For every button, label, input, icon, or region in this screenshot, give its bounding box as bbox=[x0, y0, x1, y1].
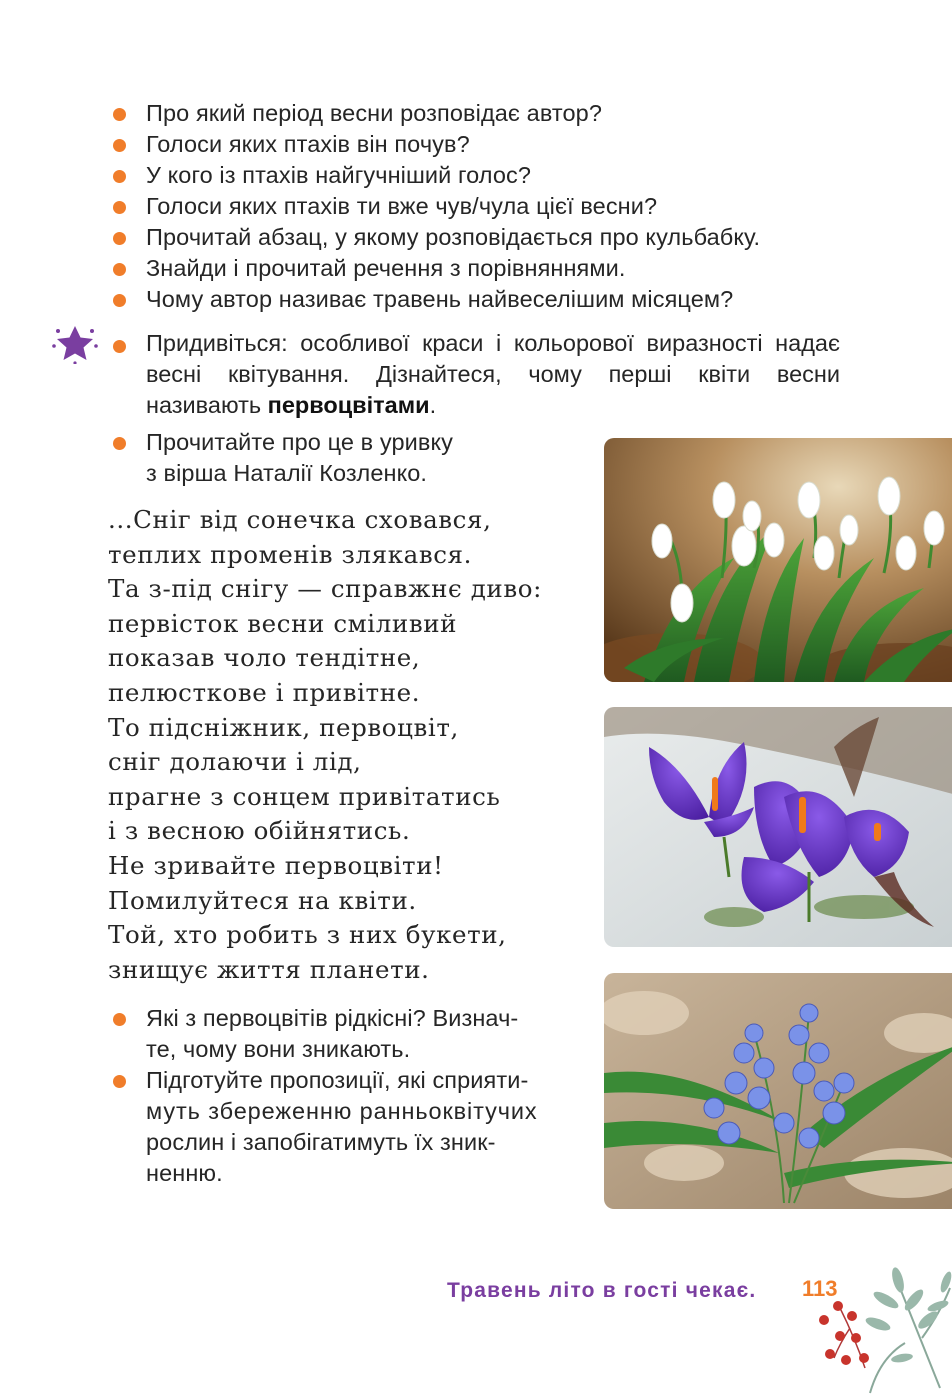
poem-line: знищує життя планети. bbox=[108, 954, 430, 984]
final-task-line: муть збереженню ранньоквітучих bbox=[146, 1098, 538, 1124]
term-bold: первоцвітами bbox=[267, 392, 430, 418]
question-item: Голоси яких птахів ти вже чув/чула цієї весни? bbox=[146, 193, 658, 219]
task-intro-text: Придивіться: особливої краси і кольорової виразності надає весні квітування. Дізнайтеся, чому перші квіти весни називають bbox=[146, 330, 840, 418]
poem-line: і з весною обійнятись. bbox=[108, 816, 411, 846]
final-task-line: Які з первоцвітів рідкісні? Визнач- bbox=[146, 1005, 519, 1031]
bullet-icon bbox=[113, 294, 126, 307]
final-task-line: те, чому вони зникають. bbox=[146, 1036, 411, 1062]
poem-line: теплих променів злякався. bbox=[108, 539, 473, 569]
bullet-icon bbox=[113, 232, 126, 245]
task-intro-end: . bbox=[429, 392, 437, 418]
read-task-line: Прочитайте про це в уривку bbox=[146, 429, 453, 455]
squills-photo bbox=[604, 973, 952, 1209]
question-item: У кого із птахів найгучніший голос? bbox=[146, 162, 532, 188]
question-item: Про який період весни розповідає автор? bbox=[146, 100, 602, 126]
snowdrops-photo bbox=[604, 438, 952, 682]
read-task-line: з вірша Наталії Козленко. bbox=[146, 460, 428, 486]
bullet-icon bbox=[113, 263, 126, 276]
poem-line: показав чоло тендітне, bbox=[108, 643, 421, 673]
poem-line: прагне з сонцем привітатись bbox=[108, 781, 501, 811]
footer-title: Травень літо в гості чекає. bbox=[447, 1279, 757, 1302]
bullet-icon bbox=[113, 201, 126, 214]
bullet-icon bbox=[113, 437, 126, 450]
bullet-icon bbox=[113, 139, 126, 152]
poem bbox=[108, 503, 542, 987]
poem-line: Не зривайте первоцвіти! bbox=[108, 850, 444, 880]
question-item: Чому автор називає травень найвеселішим місяцем? bbox=[146, 286, 734, 312]
poem-line: Той, хто робить з них букети, bbox=[108, 920, 507, 950]
poem-line: То підсніжник, первоцвіт, bbox=[108, 712, 459, 742]
bullet-icon bbox=[113, 1075, 126, 1088]
final-task-line: рослин і запобігатимуть їх зник- bbox=[146, 1129, 496, 1155]
question-item: Прочитай абзац, у якому розповідається про кульбабку. bbox=[146, 224, 761, 250]
poem-line: сніг долаючи і лід, bbox=[108, 747, 362, 777]
bullet-icon bbox=[113, 108, 126, 121]
star-icon bbox=[52, 322, 98, 364]
question-item: Знайди і прочитай речення з порівняннями. bbox=[146, 255, 626, 281]
poem-line: пелюсткове і привітне. bbox=[108, 677, 421, 707]
bullet-icon bbox=[113, 1013, 126, 1026]
task-intro bbox=[146, 328, 840, 421]
question-item: Голоси яких птахів він почув? bbox=[146, 131, 470, 157]
poem-line: Та з-під снігу — справжнє диво: bbox=[108, 574, 542, 604]
bullet-icon bbox=[113, 170, 126, 183]
final-task-line: Підготуйте пропозиції, які сприяти- bbox=[146, 1067, 529, 1093]
page-number: 113 bbox=[802, 1276, 838, 1301]
berry-branch-icon bbox=[810, 1258, 952, 1394]
final-task-line: ненню. bbox=[146, 1160, 223, 1186]
poem-line: Помилуйтеся на квіти. bbox=[108, 885, 417, 915]
poem-line: первісток весни сміливий bbox=[108, 608, 458, 638]
bullet-icon bbox=[113, 340, 126, 353]
crocuses-photo bbox=[604, 707, 952, 947]
poem-line: ...Сніг від сонечка сховався, bbox=[108, 505, 492, 534]
